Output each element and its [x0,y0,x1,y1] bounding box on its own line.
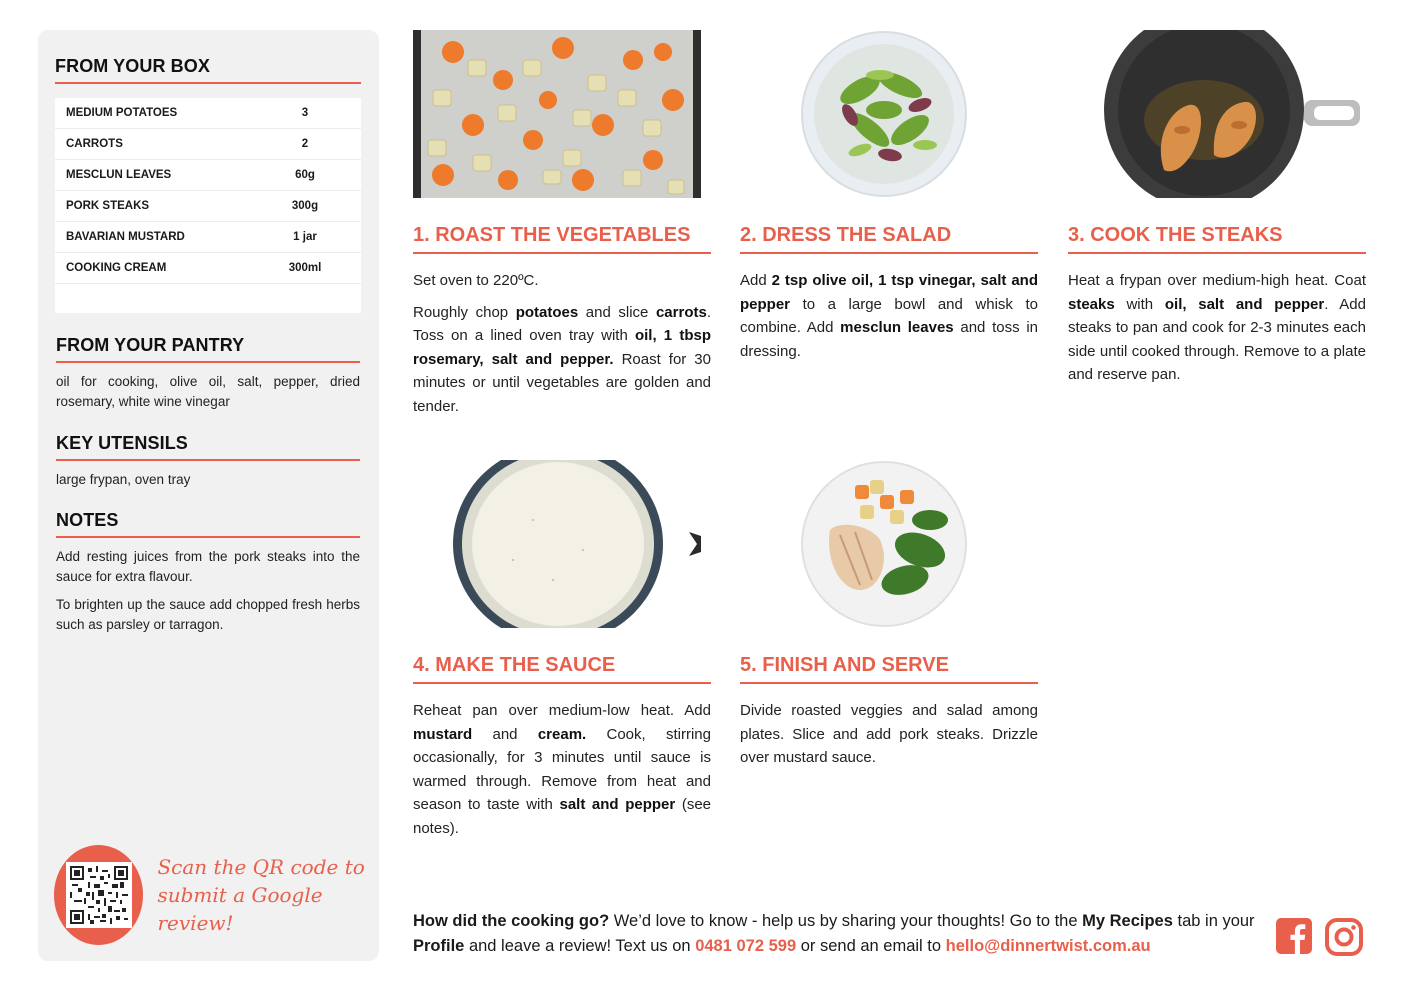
step-paragraph [1068,269,1366,387]
table-row [55,191,361,222]
step-title: 5. FINISH AND SERVE [740,654,1038,684]
ingredient-highlight: steaks [1068,295,1115,313]
ingredient-highlight: potatoes [515,303,579,321]
step-body [413,269,711,418]
qr-caption-line: submit a Google review! [157,883,323,935]
ingredient-highlight: cream. [537,725,587,743]
footer-text: and leave a review! Text us on [464,937,696,955]
ingredient-name: COOKING CREAM [66,262,167,274]
step-text: Roughly chop [413,303,516,321]
step-1 [413,224,711,418]
step-2 [740,224,1038,363]
step-body [740,269,1038,363]
profile-link[interactable]: Profile [413,937,465,955]
qr-caption-line: Scan the QR code to [157,855,365,879]
email-link[interactable]: hello@dinnertwist.com.au [945,937,1151,955]
notes-heading: NOTES [56,510,360,538]
table-row [55,160,361,191]
step-paragraph [413,699,711,840]
utensils-text: large frypan, oven tray [56,472,191,487]
ingredient-qty: 60g [295,169,315,181]
final-plate-photo [800,460,968,633]
from-your-box-heading: FROM YOUR BOX [55,56,361,84]
pantry-section [56,335,360,412]
step-text: Cook, stirring occasionally, for 3 minutes until sauce is warmed through. Remove from heat and season to taste with [413,725,711,813]
footer-question: How did the cooking go? [413,912,610,930]
pantry-text: oil for cooking, olive oil, salt, pepper, dried rosemary, white wine vinegar [56,374,360,409]
my-recipes-link[interactable]: My Recipes [1082,912,1173,930]
ingredient-name: CARROTS [66,138,123,150]
footer-text: tab in your [1172,912,1255,930]
step-text: Reheat pan over medium-low heat. Add [413,702,711,719]
ingredient-highlight: salt and pepper [559,796,676,813]
qr-badge [54,845,143,945]
ingredient-name: MEDIUM POTATOES [66,107,178,119]
step-paragraph [413,269,711,293]
step-text: . Add steaks to pan and cook for 2-3 minutes each side until cooked through. Remove to a plate and reserve pan. [1068,295,1366,383]
table-row [55,98,361,129]
step-paragraph [413,301,711,419]
step-text: Heat a frypan over medium-high heat. Coat [1068,272,1366,289]
step-body [413,699,711,840]
ingredient-qty: 300g [291,200,319,212]
step-text: with [1114,295,1165,313]
step-text: (see notes). [413,796,711,837]
step-4 [413,654,711,840]
ingredient-qty: 1 jar [293,231,317,243]
ingredient-name: PORK STEAKS [66,200,150,212]
ingredient-highlight: mesclun leaves [840,319,954,336]
qr-caption [157,853,379,937]
step-paragraph [740,269,1038,363]
step-body [1068,269,1366,387]
notes-section [56,510,360,635]
step-title: 3. COOK THE STEAKS [1068,224,1366,254]
sauce-pan-photo [413,460,701,633]
table-row [55,222,361,253]
pan-steaks-photo [1104,30,1360,203]
step-text: Add [740,272,772,289]
note-text: To brighten up the sauce add chopped fresh herbs such as parsley or tarragon. [56,597,360,632]
footer-text: or send an email to [796,937,946,955]
qr-code-icon[interactable] [66,862,132,928]
roast-vegetables-photo [413,30,701,203]
step-body [740,699,1038,770]
qr-review-block [54,845,379,945]
ingredient-qty: 300ml [288,262,322,274]
instagram-icon[interactable] [1325,918,1363,961]
step-text: and slice [578,303,656,321]
step-text: and toss in dressing. [740,319,1039,360]
step-3 [1068,224,1366,387]
table-row [55,253,361,284]
footer-text: We’d love to know - help us by sharing your thoughts! Go to the [609,912,1083,930]
ingredient-highlight: 2 tsp olive oil, 1 tsp vinegar, salt and pepper [740,272,1038,313]
ingredient-qty: 2 [301,138,309,150]
step-5 [740,654,1038,770]
utensils-section [56,433,360,490]
utensils-heading: KEY UTENSILS [56,433,360,461]
step-text: and [472,725,538,743]
ingredient-highlight: carrots [655,303,707,321]
step-title: 4. MAKE THE SAUCE [413,654,711,684]
step-title: 1. ROAST THE VEGETABLES [413,224,711,254]
ingredient-highlight: oil, salt and pepper [1164,295,1325,313]
phone-link[interactable]: 0481 072 599 [695,937,797,955]
review-footer [413,909,1263,959]
step-paragraph [740,699,1038,770]
step-text: Roast for 30 minutes or until vegetables are golden and tender. [413,350,711,415]
facebook-icon[interactable] [1276,918,1312,959]
step-title: 2. DRESS THE SALAD [740,224,1038,254]
salad-bowl-photo [800,30,968,203]
step-text: Divide roasted veggies and salad among plates. Slice and add pork steaks. Drizzle over mustard sauce. [740,702,1038,766]
ingredients-table [55,98,361,313]
note-text: Add resting juices from the pork steaks into the sauce for extra flavour. [56,549,360,584]
pantry-heading: FROM YOUR PANTRY [56,335,360,363]
step-text: Set oven to 220ºC. [413,272,539,289]
ingredient-qty: 3 [301,107,309,119]
ingredient-name: BAVARIAN MUSTARD [66,231,185,243]
step-text: . Toss on a lined oven tray with [413,303,711,344]
ingredient-name: MESCLUN LEAVES [66,169,172,181]
table-row [55,129,361,160]
sidebar [38,30,379,961]
step-text: to a large bowl and whisk to combine. Add [740,295,1038,336]
ingredient-highlight: mustard [413,725,473,743]
ingredient-highlight: oil, 1 tbsp rosemary, salt and pepper. [413,327,711,368]
